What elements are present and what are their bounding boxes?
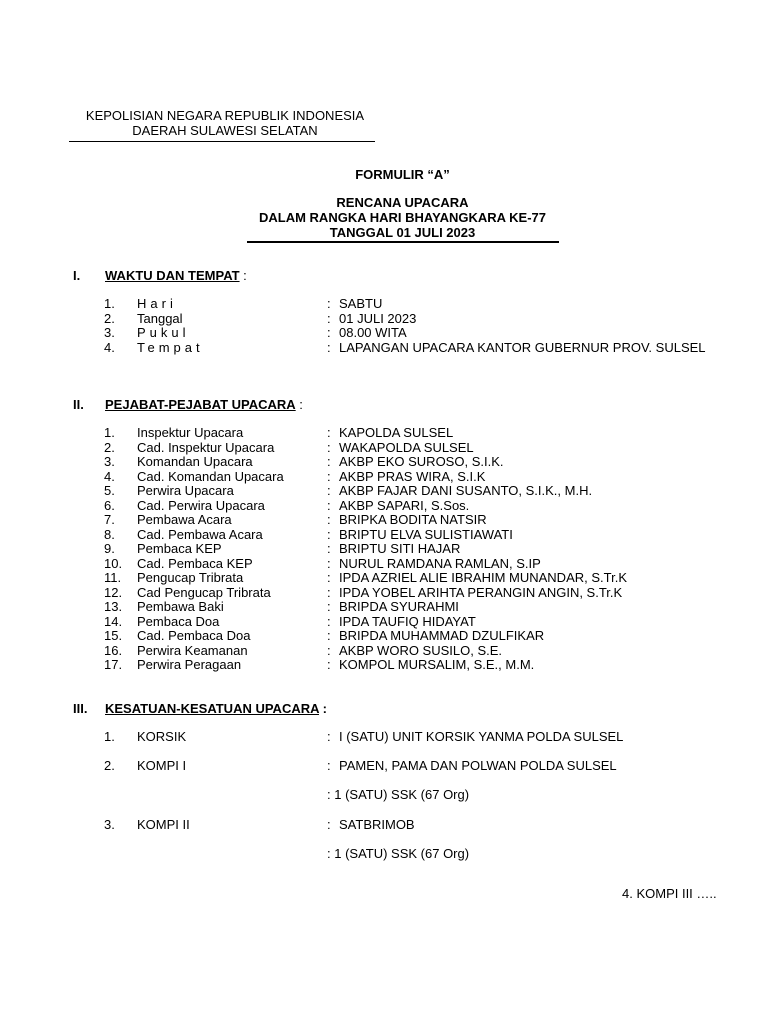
item-colon: :: [327, 497, 331, 513]
item-label: Pembawa Acara: [137, 512, 232, 527]
unit-row: [104, 730, 744, 745]
item-value: I (SATU) UNIT KORSIK YANMA POLDA SULSEL: [339, 729, 624, 744]
section-2-title: PEJABAT-PEJABAT UPACARA: [105, 397, 296, 412]
item-value: KAPOLDA SULSEL: [339, 425, 454, 440]
item-value: 01 JULI 2023: [339, 310, 417, 326]
item-label: KORSIK: [137, 729, 187, 744]
item-colon: :: [327, 613, 331, 629]
item-colon: :: [327, 325, 331, 340]
item-value: AKBP EKO SUROSO, S.I.K.: [339, 454, 504, 469]
item-value: AKBP PRAS WIRA, S.I.K: [339, 468, 486, 484]
item-colon: :: [327, 541, 331, 556]
next-page-indicator: 4. KOMPI III …..: [622, 886, 717, 901]
item-number: 16.: [104, 642, 123, 658]
item-value: AKBP WORO SUSILO, S.E.: [339, 642, 503, 658]
item-number: 1.: [104, 425, 115, 440]
schedule-row: [104, 297, 744, 312]
form-name: FORMULIR “A”: [355, 167, 450, 182]
item-value: 08.00 WITA: [339, 325, 407, 340]
item-value: BRIPTU ELVA SULISTIAWATI: [339, 526, 513, 542]
section-3-heading: [105, 701, 327, 716]
item-colon: :: [327, 526, 331, 542]
item-label: Cad. Perwira Upacara: [137, 497, 265, 513]
item-number: 3.: [104, 816, 115, 832]
indent-spacer: [104, 847, 327, 862]
item-number: 5.: [104, 483, 115, 498]
unit-strength: : 1 (SATU) SSK (67 Org): [327, 787, 470, 802]
section-3-colon: :: [319, 701, 327, 716]
official-row: [104, 513, 744, 528]
official-row: [104, 629, 744, 644]
item-label: Cad. Pembaca Doa: [137, 628, 251, 643]
item-value: IPDA YOBEL ARIHTA PERANGIN ANGIN, S.Tr.K: [339, 584, 623, 600]
item-colon: :: [327, 642, 331, 658]
item-value: AKBP SAPARI, S.Sos.: [339, 497, 470, 513]
item-label: Pukul: [137, 325, 190, 340]
item-number: 3.: [104, 454, 115, 469]
section-3-list: [104, 730, 744, 877]
item-number: 3.: [104, 325, 115, 340]
official-row: [104, 441, 744, 456]
unit-row: [104, 818, 744, 833]
unit-extra-row: [104, 788, 744, 803]
item-colon: :: [327, 729, 331, 744]
official-row: [104, 600, 744, 615]
item-number: 7.: [104, 512, 115, 527]
item-number: 12.: [104, 584, 123, 600]
item-label: Cad. Pembaca KEP: [137, 555, 253, 571]
item-label: Tempat: [137, 339, 204, 355]
section-1-title: WAKTU DAN TEMPAT: [105, 268, 240, 283]
item-label: Perwira Peragaan: [137, 657, 242, 672]
item-label: Cad. Komandan Upacara: [137, 468, 284, 484]
item-value: LAPANGAN UPACARA KANTOR GUBERNUR PROV. SULSEL: [339, 339, 706, 355]
item-colon: :: [327, 454, 331, 469]
item-colon: :: [327, 816, 331, 832]
item-number: 13.: [104, 599, 123, 614]
section-3-number: III.: [73, 701, 88, 716]
org-name-line2: DAERAH SULAWESI SELATAN: [132, 123, 318, 138]
schedule-row: [104, 312, 744, 327]
item-number: 4.: [104, 339, 115, 355]
item-label: Komandan Upacara: [137, 454, 253, 469]
item-label: Inspektur Upacara: [137, 425, 244, 440]
item-label: Perwira Upacara: [137, 483, 234, 498]
item-label: Pembaca Doa: [137, 613, 220, 629]
item-colon: :: [327, 483, 331, 498]
item-value: PAMEN, PAMA DAN POLWAN POLDA SULSEL: [339, 757, 617, 773]
section-1-number: I.: [73, 268, 81, 283]
item-number: 2.: [104, 757, 115, 773]
schedule-row: [104, 326, 744, 341]
item-label: KOMPI II: [137, 816, 190, 832]
item-value: SATBRIMOB: [339, 816, 415, 832]
item-value: BRIPDA MUHAMMAD DZULFIKAR: [339, 628, 545, 643]
schedule-row: [104, 341, 744, 356]
form-title-line1: RENCANA UPACARA: [336, 195, 469, 210]
header-divider: [69, 141, 375, 142]
item-colon: :: [327, 296, 331, 311]
section-1-list: [104, 297, 744, 355]
item-colon: :: [327, 657, 331, 672]
item-label: Perwira Keamanan: [137, 642, 248, 658]
form-title: [240, 195, 565, 240]
item-number: 4.: [104, 468, 115, 484]
item-value: SABTU: [339, 296, 383, 311]
item-label: Cad. Pembawa Acara: [137, 526, 263, 542]
item-number: 2.: [104, 310, 115, 326]
item-number: 15.: [104, 628, 123, 643]
official-row: [104, 528, 744, 543]
official-row: [104, 615, 744, 630]
item-label: Pengucap Tribrata: [137, 570, 244, 585]
official-row: [104, 557, 744, 572]
item-colon: :: [327, 599, 331, 614]
item-value: BRIPDA SYURAHMI: [339, 599, 459, 614]
item-colon: :: [327, 339, 331, 355]
unit-extra-row: [104, 847, 744, 862]
item-label: KOMPI I: [137, 757, 187, 773]
section-2-list: [104, 426, 744, 673]
item-value: BRIPKA BODITA NATSIR: [339, 512, 487, 527]
item-value: KOMPOL MURSALIM, S.E., M.M.: [339, 657, 535, 672]
item-number: 9.: [104, 541, 115, 556]
item-colon: :: [327, 439, 331, 455]
title-divider: [247, 241, 559, 243]
section-2-number: II.: [73, 397, 84, 412]
section-1-colon: :: [239, 268, 247, 283]
official-row: [104, 644, 744, 659]
item-value: IPDA AZRIEL ALIE IBRAHIM MUNANDAR, S.Tr.K: [339, 570, 627, 585]
official-row: [104, 484, 744, 499]
item-value: BRIPTU SITI HAJAR: [339, 541, 461, 556]
item-colon: :: [327, 570, 331, 585]
form-title-line2: DALAM RANGKA HARI BHAYANGKARA KE-77: [259, 210, 546, 225]
section-3-title: KESATUAN-KESATUAN UPACARA: [105, 701, 320, 716]
item-colon: :: [327, 425, 331, 440]
section-1-heading: [105, 268, 247, 283]
item-colon: :: [327, 310, 331, 326]
official-row: [104, 455, 744, 470]
item-value: IPDA TAUFIQ HIDAYAT: [339, 613, 476, 629]
unit-strength: : 1 (SATU) SSK (67 Org): [327, 846, 470, 861]
official-row: [104, 571, 744, 586]
item-number: 8.: [104, 526, 115, 542]
item-label: Pembaca KEP: [137, 541, 222, 556]
official-row: [104, 470, 744, 485]
item-number: 6.: [104, 497, 115, 513]
item-number: 10.: [104, 555, 123, 571]
item-label: Cad. Inspektur Upacara: [137, 439, 275, 455]
item-number: 2.: [104, 439, 115, 455]
item-number: 1.: [104, 729, 115, 744]
org-name-line1: KEPOLISIAN NEGARA REPUBLIK INDONESIA: [85, 108, 365, 123]
form-title-line3: TANGGAL 01 JULI 2023: [329, 225, 476, 240]
item-colon: :: [327, 757, 331, 773]
item-number: 1.: [104, 296, 115, 311]
item-number: 17.: [104, 657, 123, 672]
item-label: Tanggal: [137, 310, 183, 326]
item-value: NURUL RAMDANA RAMLAN, S.IP: [339, 555, 541, 571]
item-colon: :: [327, 584, 331, 600]
official-row: [104, 499, 744, 514]
organization-header: [70, 108, 380, 138]
unit-row: [104, 759, 744, 774]
official-row: [104, 426, 744, 441]
item-label: Pembawa Baki: [137, 599, 224, 614]
item-number: 14.: [104, 613, 123, 629]
official-row: [104, 542, 744, 557]
official-row: [104, 658, 744, 673]
item-colon: :: [327, 468, 331, 484]
official-row: [104, 586, 744, 601]
item-label: Hari: [137, 296, 177, 311]
section-2-colon: :: [295, 397, 303, 412]
item-colon: :: [327, 512, 331, 527]
item-colon: :: [327, 628, 331, 643]
item-value: AKBP FAJAR DANI SUSANTO, S.I.K., M.H.: [339, 483, 593, 498]
indent-spacer: [104, 788, 327, 803]
item-value: WAKAPOLDA SULSEL: [339, 439, 474, 455]
section-2-heading: [105, 397, 303, 412]
item-colon: :: [327, 555, 331, 571]
item-label: Cad Pengucap Tribrata: [137, 584, 271, 600]
item-number: 11.: [104, 570, 122, 585]
